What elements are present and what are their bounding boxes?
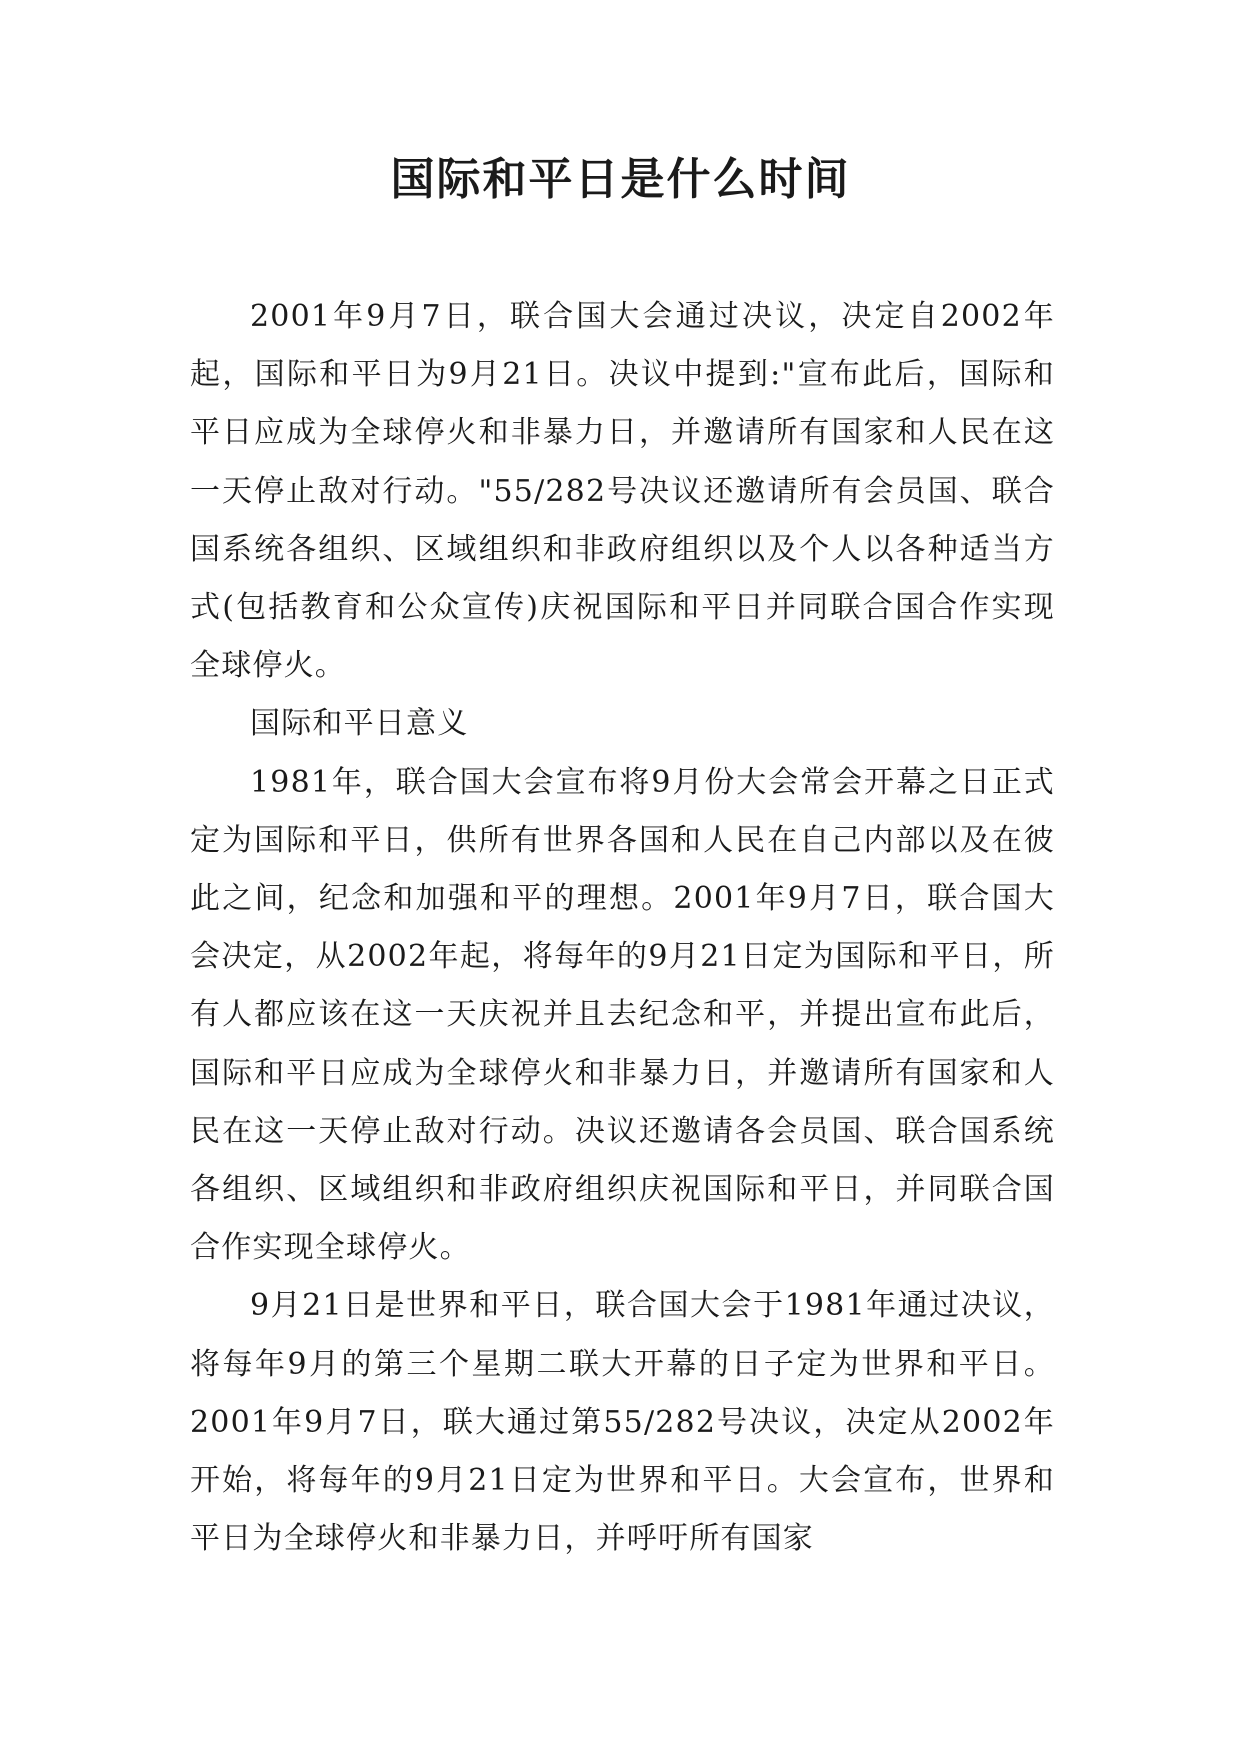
paragraph-significance: 1981年，联合国大会宣布将9月份大会常会开幕之日正式定为国际和平日，供所有世界各国和人民在自己内部以及在彼此之间，纪念和加强和平的理想。2001年9月7日，联合国大会决定，从2002年起，将每年的9月21日定为国际和平日，所有人都应该在这一天庆祝并且去纪念和平，并提出宣布此后，国际和平日应成为全球停火和非暴力日，并邀请所有国家和人民在这一天停止敌对行动。决议还邀请各会员国、联合国系统各组织、区域组织和非政府组织庆祝国际和平日，并同联合国合作实现全球停火。 [190, 764, 1055, 1266]
document-title: 国际和平日是什么时间 [390, 154, 851, 205]
paragraph-world-peace-day: 9月21日是世界和平日，联合国大会于1981年通过决议，将每年9月的第三个星期二联大开幕的日子定为世界和平日。2001年9月7日，联大通过第55/282号决议，决定从2002年开始，将每年的9月21日定为世界和平日。大会宣布，世界和平日为全球停火和非暴力日，并呼吁所有国家 [190, 1288, 1055, 1557]
paragraph-heading-significance: 国际和平日意义 [250, 706, 469, 742]
document-body [190, 288, 1055, 1568]
paragraph-resolution: 2001年9月7日，联合国大会通过决议，决定自2002年起，国际和平日为9月21日。决议中提到:"宣布此后，国际和平日应成为全球停火和非暴力日，并邀请所有国家和人民在这一天停止敌对行动。"55/282号决议还邀请所有会员国、联合国系统各组织、区域组织和非政府组织以及个人以各种适当方式(包括教育和公众宣传)庆祝国际和平日并同联合国合作实现全球停火。 [190, 299, 1055, 684]
